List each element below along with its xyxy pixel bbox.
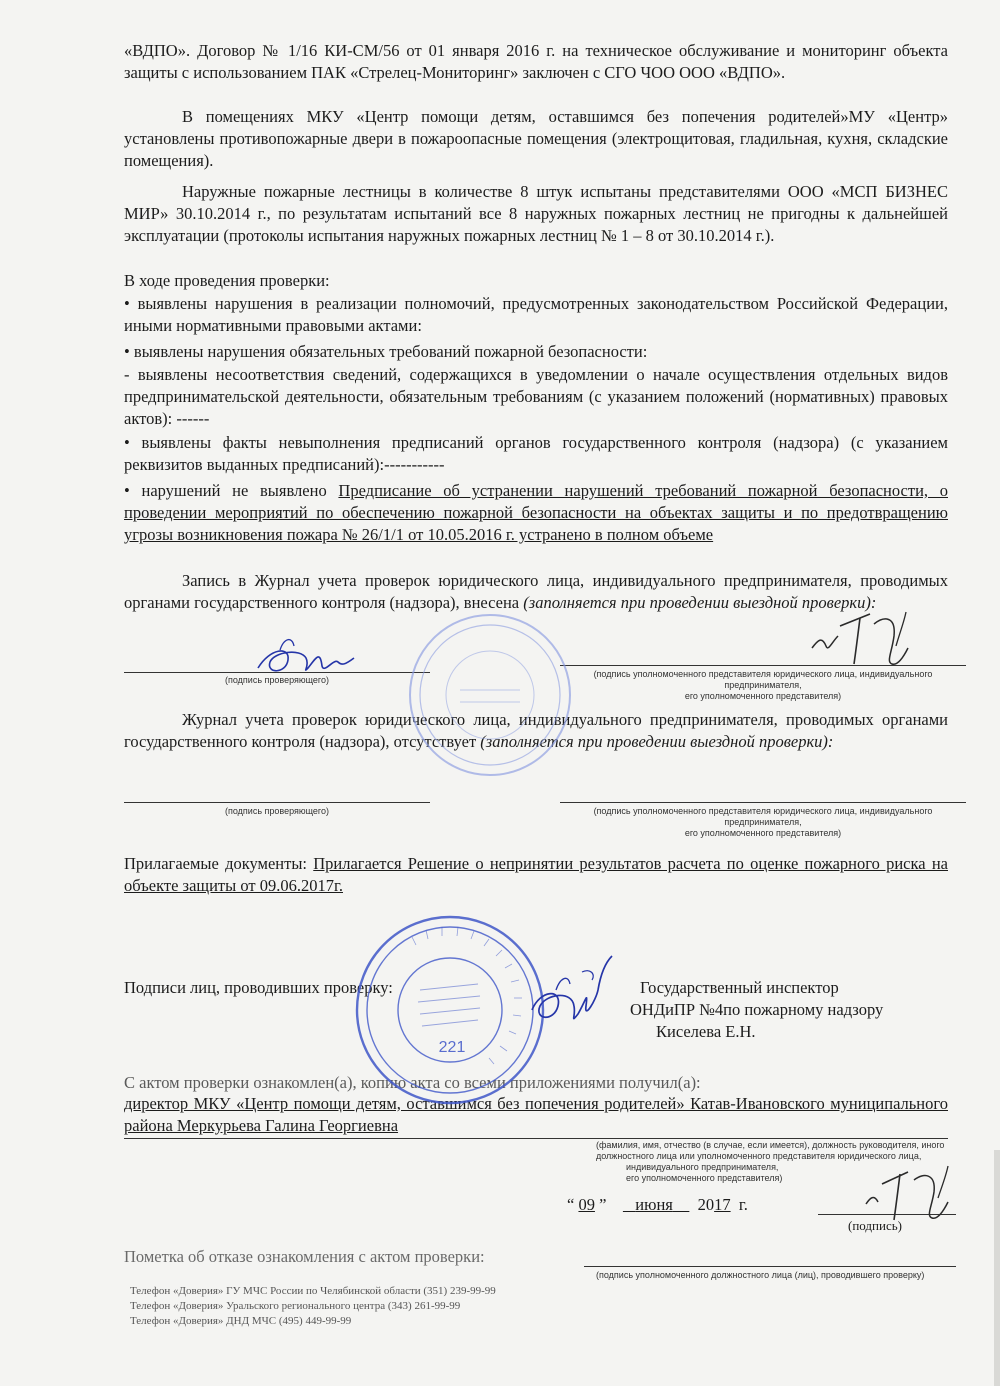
representative-signature-2: [860, 1158, 960, 1228]
acquainted-value: директор МКУ «Центр помощи детям, оставшимся без попечения родителей» Катав-Ивановского муниципального района Меркурьева Галина Георгиевна: [124, 1094, 948, 1135]
date-year-prefix: 20: [697, 1195, 715, 1214]
quote-open: “: [567, 1195, 579, 1214]
journal-absent-text: Журнал учета проверок юридического лица, индивидуального предпринимателя, проводимых органами государственного контроля (надзора), отсутствует: [124, 710, 948, 751]
journal-entry-text: Запись в Журнал учета проверок юридического лица, индивидуального предпринимателя, проводимых органами государственного контроля (надзора), внесена: [124, 571, 948, 612]
official-stamp-lower: [352, 912, 548, 1108]
caption-line: его уполномоченного представителя): [684, 691, 842, 701]
journal-entry-note: (заполняется при проведении выездной проверки):: [523, 593, 877, 612]
caption-line: (подпись уполномоченного представителя юридического лица, индивидуального: [593, 806, 933, 816]
order-reference: Предписание об устранении нарушений требований пожарной безопасности, о проведении мероприятий по обеспечению пожарной безопасности на объектах защиты и по предотвращению угрозы возникновения пожара № 26/1/1 от 10.05.2016 г. устранено в полном объеме: [124, 481, 948, 544]
caption-line: индивидуального предпринимателя,: [626, 1162, 779, 1172]
hotline-3: Телефон «Доверия» ДНД МЧС (495) 449-99-99: [130, 1315, 352, 1327]
caption-line: его уполномоченного представителя): [626, 1173, 783, 1183]
date-year-suffix: 17: [714, 1195, 731, 1214]
paragraph-vdpo-contract: «ВДПО». Договор № 1/16 КИ-СМ/56 от 01 января 2016 г. на техническое обслуживание и мониторинг объекта защиты с использованием ПАК «Стрелец-Мониторинг» заключен с СГО ЧОО ООО «ВДПО».: [124, 41, 948, 82]
caption-line: (фамилия, имя, отчество (в случае, если имеется), должность руководителя, иного: [596, 1140, 945, 1150]
date-month: июня: [635, 1195, 673, 1214]
attached-documents: [124, 853, 948, 897]
journal-absent-note: (заполняется при проведении выездной проверки):: [480, 732, 834, 751]
date-day: 09: [578, 1195, 595, 1214]
attached-documents-value: Прилагается Решение о непринятии результатов расчета по оценке пожарного риска на объекте защиты от 09.06.2017г.: [124, 854, 948, 895]
official-stamp-upper: [405, 610, 575, 780]
paragraph-fire-doors: В помещениях МКУ «Центр помощи детям, оставшимся без попечения родителей»МУ «Центр» установлены противопожарные двери в пожароопасные помещения (электрощитовая, гладильная, кухня, складские помещения).: [124, 107, 948, 170]
inspector-signature-caption-1: (подпись проверяющего): [224, 675, 329, 685]
stamp-number: 221: [438, 1039, 466, 1056]
inspector-signature-2: [522, 950, 618, 1038]
hotline-2: Телефон «Доверия» Уральского регионального центра (343) 261-99-99: [130, 1300, 461, 1312]
date-g: г.: [738, 1195, 748, 1214]
attached-documents-label: Прилагаемые документы:: [124, 854, 314, 873]
caption-line: (подпись уполномоченного представителя юридического лица, индивидуального: [593, 669, 933, 679]
signatures-label: Подписи лиц, проводивших проверку:: [124, 978, 393, 997]
paragraph-fire-ladders: Наружные пожарные лестницы в количестве 8 штук испытаны представителями ООО «МСП БИЗНЕС МИР» 30.10.2014 г., по результатам испытаний все 8 наружных пожарных лестниц не пригодны к дальнейшей эксплуатации (протоколы испытания наружных пожарных лестниц № 1 – 8 от 30.10.2014 г.).: [124, 182, 948, 245]
refusal-label: Пометка об отказе ознакомления с актом проверки:: [124, 1247, 485, 1266]
hotline-1: Телефон «Доверия» ГУ МЧС России по Челябинской области (351) 239-99-99: [130, 1285, 496, 1297]
bullet-authority-violations: • выявлены нарушения в реализации полномочий, предусмотренных законодательством Российской Федерации, иными нормативными правовыми актами:: [124, 294, 948, 335]
refusal-caption: (подпись уполномоченного должностного лица (лиц), проводившего проверку): [596, 1270, 925, 1280]
representative-signature-line-2: [560, 802, 966, 803]
inspector-title-1: Государственный инспектор: [640, 978, 839, 997]
caption-line: предпринимателя,: [724, 817, 802, 827]
refusal-line: [584, 1266, 956, 1267]
representative-signature-1: [808, 606, 918, 676]
inspector-signature-1: [250, 628, 360, 688]
date-signature-caption: (подпись): [848, 1218, 902, 1233]
scan-edge-shadow: [994, 1150, 1000, 1386]
bullet-fire-safety-violations: • выявлены нарушения обязательных требований пожарной безопасности:: [124, 342, 648, 361]
no-violations-text: • нарушений не выявлено: [124, 481, 339, 500]
caption-line: предпринимателя,: [724, 680, 802, 690]
bullet-orders-not-fulfilled: • выявлены факты невыполнения предписаний органов государственного контроля (надзора) (с указанием реквизитов выданных предписаний):-----------: [124, 433, 948, 474]
bullet-notification-mismatch: - выявлены несоответствия сведений, содержащихся в уведомлении о начале осуществления отдельных видов предпринимательской деятельности, обязательным требованиям (с указанием положений (нормативных) правовых актов): ------: [124, 365, 948, 428]
date-row: “ 09 ” июня 2017 г.: [567, 1195, 748, 1214]
inspection-intro: В ходе проведения проверки:: [124, 271, 330, 290]
inspector-signature-caption-2: (подпись проверяющего): [224, 806, 329, 816]
inspector-signature-line-2: [124, 802, 430, 803]
caption-line: должностного лица или уполномоченного представителя юридического лица,: [596, 1151, 922, 1161]
acquainted-line: [124, 1138, 948, 1139]
inspector-title-2: ОНДиПР №4по пожарному надзору: [630, 1000, 884, 1019]
caption-line: его уполномоченного представителя): [684, 828, 842, 838]
acquainted-label: С актом проверки ознакомлен(а), копию акта со всеми приложениями получил(а):: [124, 1073, 701, 1092]
inspector-name: Киселева Е.Н.: [656, 1022, 756, 1041]
bullet-no-violations: [124, 480, 948, 546]
representative-signature-caption-2: [560, 806, 966, 839]
